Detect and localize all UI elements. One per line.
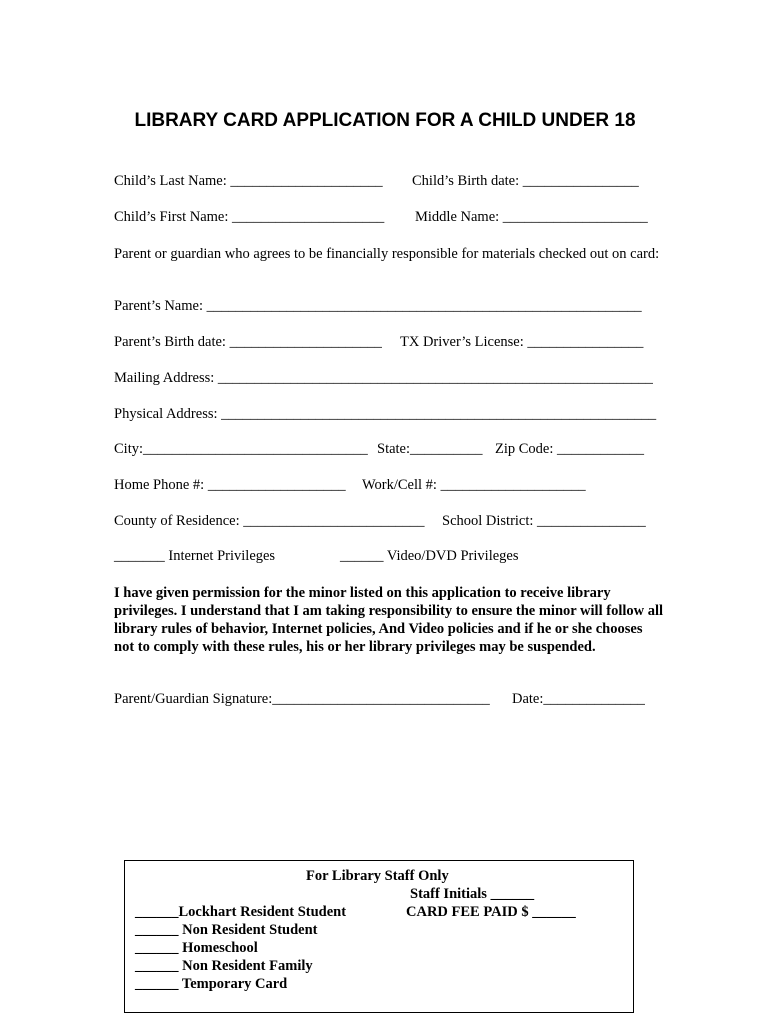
physical-address-field[interactable]: Physical Address: ____________________________________________________________	[114, 406, 657, 422]
staff-option[interactable]: ______Lockhart Resident Student	[135, 904, 347, 920]
city-field[interactable]: City:_______________________________	[114, 441, 368, 457]
child-last-name-field[interactable]: Child’s Last Name: _____________________	[114, 173, 383, 189]
county-field[interactable]: County of Residence: _________________________	[114, 513, 425, 529]
card-fee-field[interactable]: CARD FEE PAID $ ______	[406, 904, 576, 920]
school-district-field[interactable]: School District: _______________	[442, 513, 646, 529]
guardian-note: Parent or guardian who agrees to be financially responsible for materials checked out on card:	[114, 246, 660, 262]
middle-name-field[interactable]: Middle Name: ____________________	[415, 209, 648, 225]
child-birth-date-field[interactable]: Child’s Birth date: ________________	[412, 173, 639, 189]
permission-statement: I have given permission for the minor listed on this application to receive library privileges. I understand that I am taking responsibility to ensure the minor will follow all library rules of behavior, Internet policies, And Video policies and if he or she chooses not to comply with these rules, his or her library privileges may be suspended.	[114, 585, 664, 655]
staff-option[interactable]: ______ Temporary Card	[135, 976, 288, 992]
signature-field[interactable]: Parent/Guardian Signature:______________________________	[114, 691, 490, 707]
drivers-license-field[interactable]: TX Driver’s License: ________________	[400, 334, 644, 350]
staff-option[interactable]: ______ Non Resident Student	[135, 922, 318, 938]
mailing-address-field[interactable]: Mailing Address: ____________________________________________________________	[114, 370, 653, 386]
home-phone-field[interactable]: Home Phone #: ___________________	[114, 477, 346, 493]
parent-name-field[interactable]: Parent’s Name: ____________________________________________________________	[114, 298, 642, 314]
staff-initials-field[interactable]: Staff Initials ______	[410, 886, 535, 902]
date-field[interactable]: Date:______________	[512, 691, 645, 707]
video-privileges-field[interactable]: ______ Video/DVD Privileges	[340, 548, 519, 564]
staff-option[interactable]: ______ Non Resident Family	[135, 958, 313, 974]
state-field[interactable]: State:__________	[377, 441, 483, 457]
work-cell-field[interactable]: Work/Cell #: ____________________	[362, 477, 586, 493]
staff-option[interactable]: ______ Homeschool	[135, 940, 258, 956]
staff-only-box	[124, 860, 634, 1013]
parent-birth-date-field[interactable]: Parent’s Birth date: _____________________	[114, 334, 382, 350]
zip-code-field[interactable]: Zip Code: ____________	[495, 441, 645, 457]
staff-heading: For Library Staff Only	[306, 868, 449, 884]
form-title: LIBRARY CARD APPLICATION FOR A CHILD UNDER 18	[134, 110, 636, 131]
child-first-name-field[interactable]: Child’s First Name: _____________________	[114, 209, 385, 225]
internet-privileges-field[interactable]: _______ Internet Privileges	[114, 548, 276, 564]
